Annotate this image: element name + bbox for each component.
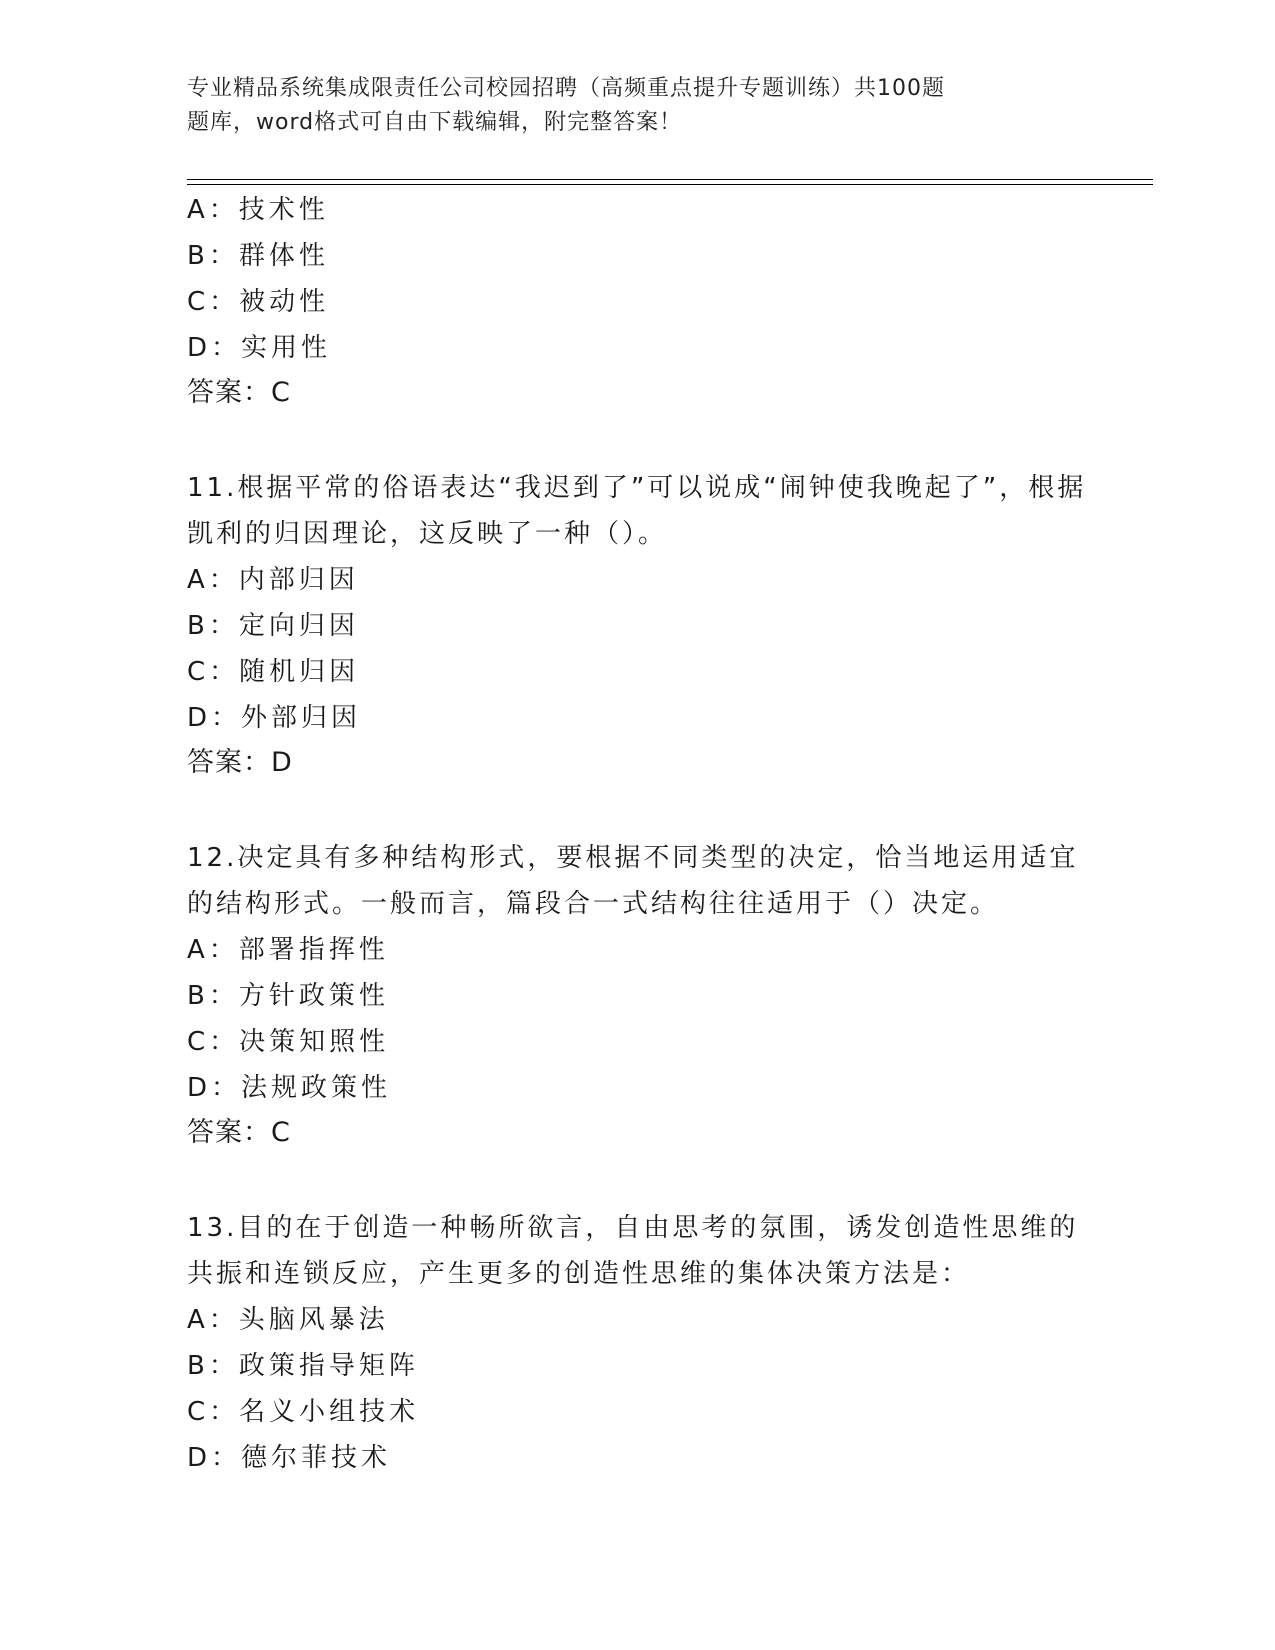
option-a: A：技术性 xyxy=(187,195,329,225)
answer-line: 答案：C xyxy=(187,1117,291,1148)
option-c: C：随机归因 xyxy=(187,657,360,687)
page-header xyxy=(187,72,1047,140)
answer-line: 答案：C xyxy=(187,377,291,408)
option-b: B：群体性 xyxy=(187,241,329,271)
option-a: A：内部归因 xyxy=(187,565,359,595)
option-d: D：外部归因 xyxy=(187,703,362,733)
option-b: B：方针政策性 xyxy=(187,981,389,1011)
option-c: C：被动性 xyxy=(187,287,330,317)
header-divider-double xyxy=(187,184,1153,185)
question-13 xyxy=(187,1205,1087,1481)
question-12 xyxy=(187,835,1087,1155)
document-title-line-2: 题库，word格式可自由下载编辑，附完整答案！ xyxy=(187,110,683,135)
question-text: 13.目的在于创造一种畅所欲言，自由思考的氛围，诱发创造性思维的共振和连锁反应，产生更多的创造性思维的集体决策方法是： xyxy=(187,1213,1079,1289)
question-11 xyxy=(187,465,1087,785)
option-c: C：名义小组技术 xyxy=(187,1397,420,1427)
question-10-continued xyxy=(187,187,1087,415)
option-d: D：法规政策性 xyxy=(187,1073,392,1103)
option-a: A：部署指挥性 xyxy=(187,935,389,965)
option-c: C：决策知照性 xyxy=(187,1027,390,1057)
question-text: 12.决定具有多种结构形式，要根据不同类型的决定，恰当地运用适宜的结构形式。一般而言，篇段合一式结构往往适用于（）决定。 xyxy=(187,843,1079,919)
document-title-line-1: 专业精品系统集成限责任公司校园招聘（高频重点提升专题训练）共100题 xyxy=(187,76,945,101)
header-divider xyxy=(187,179,1153,180)
option-d: D：实用性 xyxy=(187,333,332,363)
option-b: B：定向归因 xyxy=(187,611,359,641)
option-d: D：德尔菲技术 xyxy=(187,1443,392,1473)
option-a: A：头脑风暴法 xyxy=(187,1305,389,1335)
answer-line: 答案：D xyxy=(187,747,293,778)
option-b: B：政策指导矩阵 xyxy=(187,1351,419,1381)
question-text: 11.根据平常的俗语表达“我迟到了”可以说成“闹钟使我晚起了”，根据凯利的归因理论，这反映了一种（）。 xyxy=(187,473,1087,549)
document-body xyxy=(187,187,1087,1481)
